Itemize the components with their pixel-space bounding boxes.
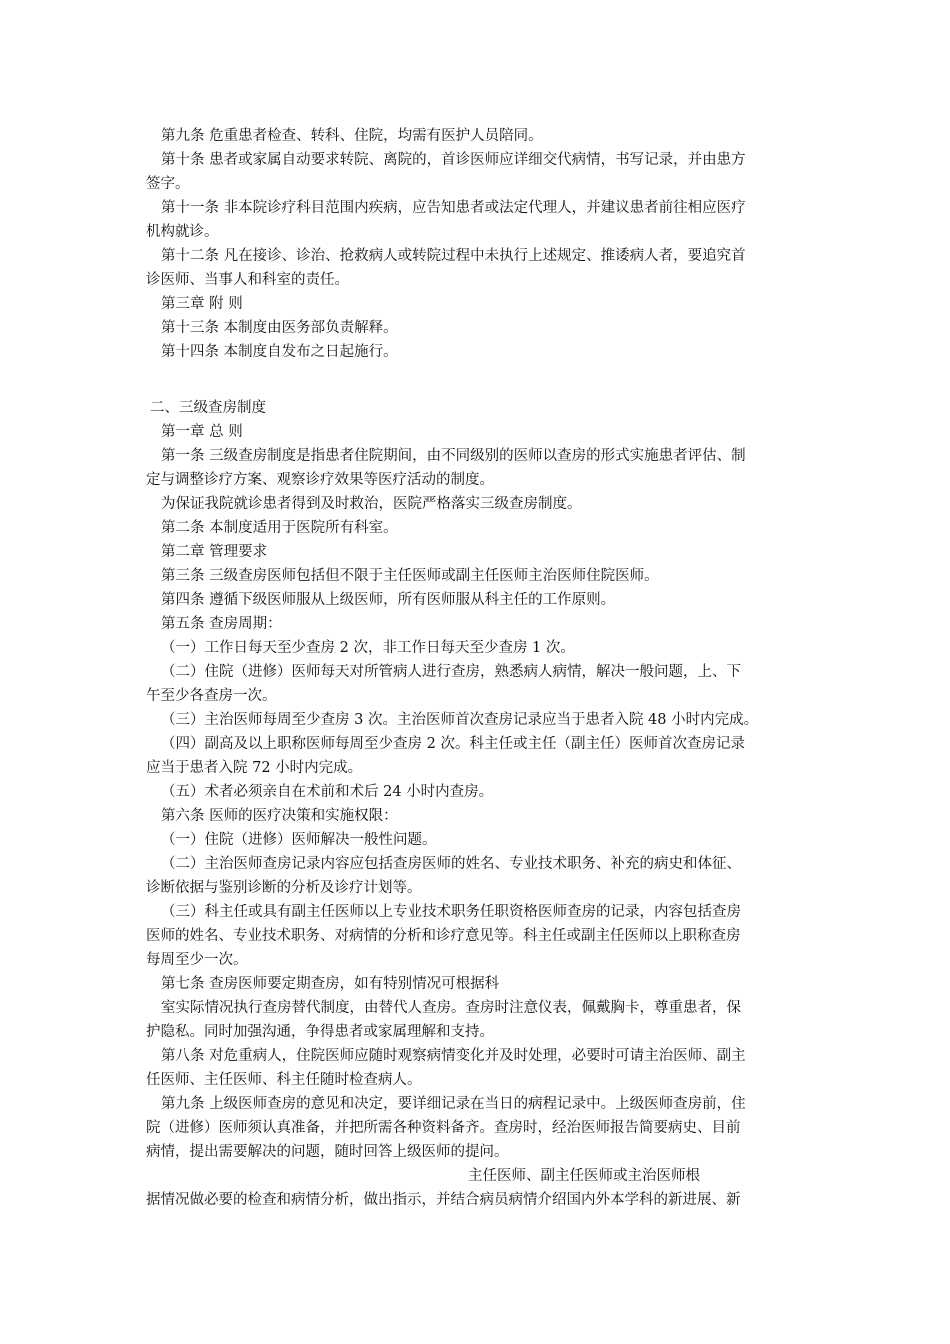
text-line: 第十一条 非本院诊疗科目范围内疾病，应告知患者或法定代理人，并建议患者前往相应医疗 [161,200,746,216]
text-line: （三）主治医师每周至少查房 3 次。主治医师首次查房记录应当于患者入院 48 小时内完成。 [161,712,759,728]
text-line: （五）术者必须亲自在术前和术后 24 小时内查房。 [161,784,494,800]
text-line: 院（进修）医师须认真准备，并把所需各种资料备齐。查房时，经治医师报告简要病史、目前 [146,1120,741,1136]
text-line: 病情，提出需要解决的问题，随时回答上级医师的提问。 [146,1144,509,1160]
text-line: 定与调整诊疗方案、观察诊疗效果等医疗活动的制度。 [146,472,494,488]
text-line: 医师的姓名、专业技术职务、对病情的分析和诊疗意见等。科主任或副主任医师以上职称查房 [146,928,741,944]
text-line: （二）住院（进修）医师每天对所管病人进行查房，熟悉病人病情，解决一般问题，上、下 [161,664,741,680]
text-line: （二）主治医师查房记录内容应包括查房医师的姓名、专业技术职务、补充的病史和体征、 [161,856,741,872]
text-line: （四）副高及以上职称医师每周至少查房 2 次。科主任或主任（副主任）医师首次查房记录 [161,736,745,752]
text-line: 二、三级查房制度 [150,400,266,416]
text-line: （三）科主任或具有副主任医师以上专业技术职务任职资格医师查房的记录，内容包括查房 [161,904,741,920]
section-three-level-rounds [146,396,806,1212]
text-line: 主任医师、副主任医师或主治医师根 [468,1168,700,1184]
text-line: 任医师、主任医师、科主任随时检查病人。 [146,1072,422,1088]
text-line: 第九条 上级医师查房的意见和决定，要详细记录在当日的病程记录中。上级医师查房前，住 [161,1096,746,1112]
text-line: 午至少各查房一次。 [146,688,277,704]
text-line: 第三章 附 则 [161,296,243,312]
text-line: 第九条 危重患者检查、转科、住院，均需有医护人员陪同。 [161,128,543,144]
text-line: 每周至少一次。 [146,952,248,968]
text-line: 为保证我院就诊患者得到及时救治，医院严格落实三级查房制度。 [161,496,582,512]
text-line: 据情况做必要的检查和病情分析，做出指示，并结合病员病情介绍国内外本学科的新进展、新 [146,1192,741,1208]
text-line: 第一条 三级查房制度是指患者住院期间，由不同级别的医师以查房的形式实施患者评估、制 [161,448,746,464]
text-line: 机构就诊。 [146,224,219,240]
text-line: 第三条 三级查房医师包括但不限于主任医师或副主任医师主治医师住院医师。 [161,568,659,584]
text-line: 第二条 本制度适用于医院所有科室。 [161,520,398,536]
text-line: 诊医师、当事人和科室的责任。 [146,272,349,288]
text-line: （一）住院（进修）医师解决一般性问题。 [161,832,437,848]
document-page [146,124,806,1212]
text-line: 第十二条 凡在接诊、诊治、抢救病人或转院过程中未执行上述规定、推诿病人者，要追究首 [161,248,746,264]
text-line: 应当于患者入院 72 小时内完成。 [146,760,363,776]
text-line: 签字。 [146,176,190,192]
text-line: 第十三条 本制度由医务部负责解释。 [161,320,398,336]
text-line: 护隐私。同时加强沟通，争得患者或家属理解和支持。 [146,1024,494,1040]
text-line: 第六条 医师的医疗决策和实施权限： [161,808,398,824]
section-first-rules [146,124,806,364]
text-line: 第五条 查房周期： [161,616,282,632]
text-line: 第二章 管理要求 [161,544,268,560]
text-line: 第一章 总 则 [161,424,243,440]
text-line: 第十四条 本制度自发布之日起施行。 [161,344,398,360]
text-line: 第八条 对危重病人，住院医师应随时观察病情变化并及时处理，必要时可请主治医师、副主 [161,1048,746,1064]
text-line: 第四条 遵循下级医师服从上级医师，所有医师服从科主任的工作原则。 [161,592,616,608]
text-line: 诊断依据与鉴别诊断的分析及诊疗计划等。 [146,880,422,896]
text-line: 第十条 患者或家属自动要求转院、离院的，首诊医师应详细交代病情，书写记录，并由患方 [161,152,746,168]
text-line: 室实际情况执行查房替代制度，由替代人查房。查房时注意仪表，佩戴胸卡，尊重患者，保 [161,1000,741,1016]
section-gap [146,364,806,396]
text-line: （一）工作日每天至少查房 2 次，非工作日每天至少查房 1 次。 [161,640,575,656]
text-line: 第七条 查房医师要定期查房，如有特别情况可根据科 [161,976,500,992]
